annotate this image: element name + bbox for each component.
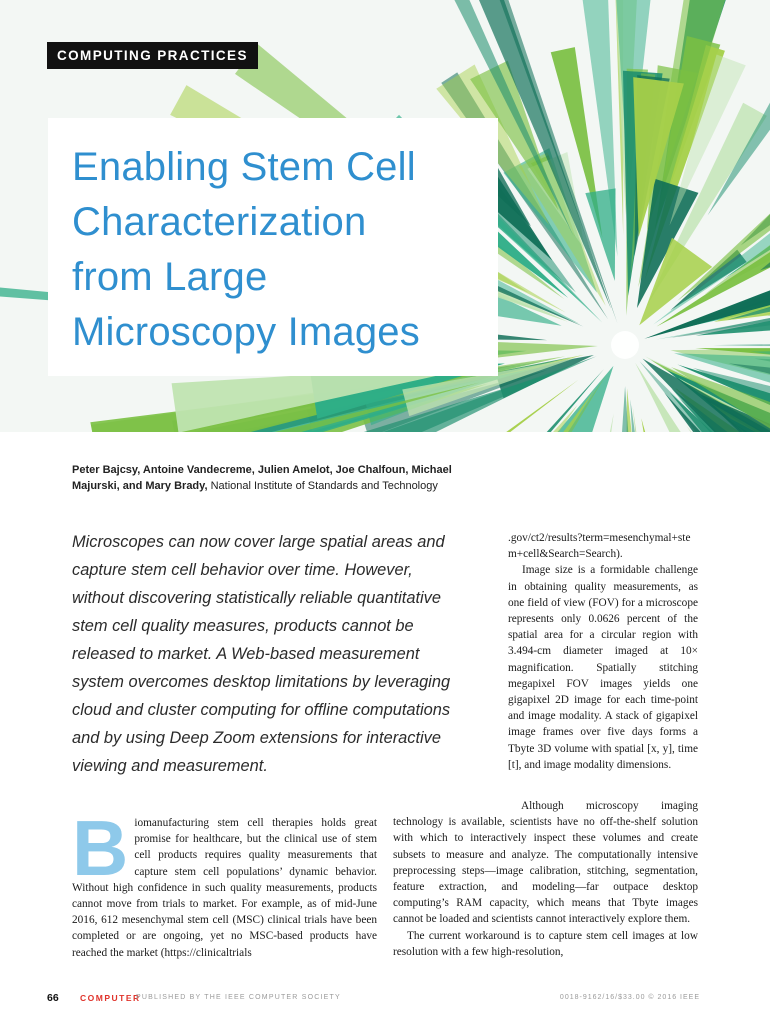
title-line: Microscopy Images [72, 310, 420, 354]
abstract: Microscopes can now cover large spatial areas and capture stem cell behavior over time. However, without discovering statistically reliable quantitative stem cell quality measures, products cannot be released to market. A Web-based measurement system overcomes desktop limitations by leveraging cloud and cluster computing for offline computations and by using Deep Zoom extensions for interactive viewing and measurement. [72, 533, 451, 775]
drop-cap: B [72, 804, 129, 892]
right-column-top [508, 530, 698, 773]
publisher-line: PUBLISHED BY THE IEEE COMPUTER SOCIETY [136, 994, 341, 1001]
journal-name: COMPUTER [80, 993, 141, 1003]
author-affiliation: National Institute of Standards and Technology [210, 480, 438, 492]
paragraph-text: iomanufacturing stem cell therapies holds great promise for healthcare, but the clinical use of stem cell products requires quality measurements that capture stem cell populations’ dynamic behavior. Without high confidence in such quality measurements, products cannot move from trials to market. For example, as of mid-June 2016, 612 mesenchymal stem cell (MSC) clinical trials have been completed or are ongoing, yet no MSC-based products have reached the market (https://clinicaltrials [72, 817, 377, 959]
title-box [48, 118, 498, 376]
paragraph: Image size is a formidable challenge in obtaining quality measurements, as one field of view (FOV) for a microscope represents only 0.0626 percent of the spatial area for a circular region with 3.494-cm diameter imaged at 10× magnification. Spatially stitching megapixel FOV images yields one gigapixel 2D image for each time-point and image modality. A stack of gigapixel image frames over five days forms a Tbyte 3D volume with spatial [x, y], time [t], and image modality dimensions. [508, 564, 698, 771]
hero-illustration [0, 0, 770, 432]
paragraph: Although microscopy imaging technology is available, scientists have no off-the-shelf solution with which to interactively inspect these volumes and create subsets to measure and analyze. The computationally intensive preprocessing steps—image calibration, stitching, segmentation, feature extraction, and modeling—far outpace desktop computing’s RAM capacity, which means that Tbyte images cannot be loaded and scientists cannot interactively explore them. [393, 800, 698, 926]
page-number: 66 [47, 992, 59, 1004]
author-names: Peter Bajcsy, Antoine Vandecreme, Julien Amelot, Joe Chalfoun, Michael Majurski, and Mary Brady, [72, 464, 452, 492]
issn-copyright: 0018-9162/16/$33.00 © 2016 IEEE [559, 994, 700, 1001]
author-byline [72, 462, 452, 494]
right-column-body [393, 798, 698, 960]
page-footer [0, 992, 770, 1006]
paragraph: .gov/ct2/results?term=mesenchymal+stem+cell&Search=Search). [508, 532, 691, 561]
section-tag: COMPUTING PRACTICES [47, 42, 258, 69]
title-line: Characterization [72, 200, 367, 244]
paragraph [72, 804, 377, 961]
article-title [72, 140, 474, 360]
tunnel-center [611, 331, 639, 359]
title-line: from Large [72, 255, 268, 299]
left-column-body [72, 804, 377, 961]
streak-shape [607, 386, 645, 432]
paragraph: The current workaround is to capture stem cell images at low resolution with a few high-resolution, [393, 929, 698, 958]
title-line: Enabling Stem Cell [72, 145, 416, 189]
streak-shape [545, 366, 613, 432]
